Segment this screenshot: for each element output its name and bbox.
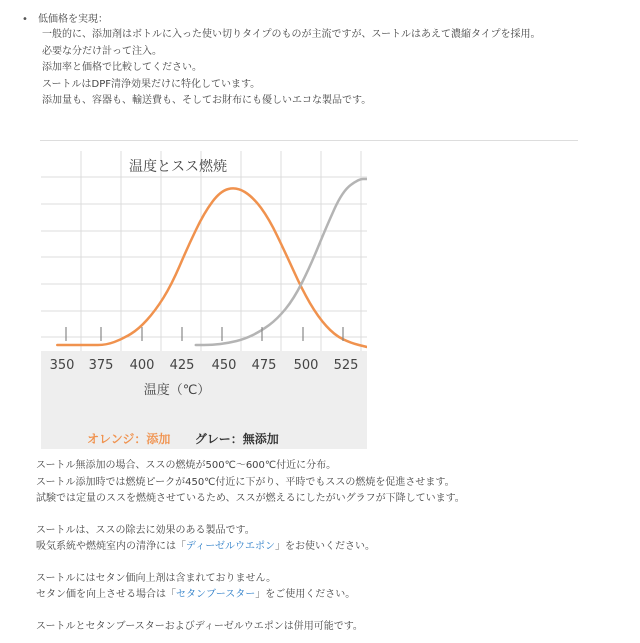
x-tick-label: 425 [169,358,195,373]
x-tick-label: 350 [49,358,75,373]
intro-line: 添加量も、容器も、輸送費も、そしてお財布にも優しいエコな製品です。 [42,95,372,106]
body-text [36,458,626,635]
chart-title: 温度とスス燃焼 [129,159,227,175]
body-line: スートルとセタンブースターおよびディーゼルウエポンは併用可能です。 [36,620,363,632]
intro-line: スートルはDPF清浄効果だけに特化しています。 [42,78,261,90]
legend-gray-label: グレー：無添加 [194,432,279,446]
body-line: 試験では定量のススを燃焼させているため、ススが燃えるにしたがいグラフが下降しています。 [36,493,465,504]
intro-section [22,10,622,110]
x-tick-label: 400 [129,358,155,373]
intro-line: 必要な分だけ計って注入。 [42,45,162,57]
intro-line: 一般的に、添加剤はボトルに入った使い切りタイプのものが主流ですが、スートルはあえて濃縮タイプを採用。 [42,29,541,40]
body-line: スートルにはセタン価向上剤は含まれておりません。 [36,572,277,584]
intro-lines [42,27,622,110]
body-line [36,539,626,556]
body-text-fragment: 吸気系統や燃焼室内の清浄には「 [36,541,186,552]
chart-canvas [41,151,367,449]
body-text-fragment: 」をご使用ください。 [255,589,356,600]
x-tick-label: 475 [251,358,277,373]
bullet-icon: • [22,14,28,25]
intro-heading: 低価格を実現： [38,14,108,25]
divider [40,140,578,141]
x-axis-label: 温度（℃） [143,383,211,398]
body-line: スートル添加時では燃焼ピークが450℃付近に下がり、平時でもススの燃焼を促進させます。 [36,476,455,488]
body-line: スートル無添加の場合、ススの燃焼が500℃～600℃付近に分布。 [36,460,337,471]
chart-legend [87,430,279,447]
plot-background [41,151,367,351]
x-tick-label: 525 [333,358,359,373]
intro-bullet [22,10,622,27]
diesel-weapon-link[interactable]: ディーゼルウエポン [186,541,275,552]
body-text-fragment: セタン価を向上させる場合は「 [36,589,176,600]
body-line [36,587,626,604]
cetane-booster-link[interactable]: セタンブースター [176,589,256,600]
x-tick-label: 375 [88,358,114,373]
body-text-fragment: 」をお使いください。 [275,541,375,552]
intro-line: 添加率と価格で比較してください。 [42,62,202,73]
x-tick-label: 450 [211,358,237,373]
temperature-chart [41,151,367,449]
body-line: スートルは、ススの除去に効果のある製品です。 [36,524,255,536]
x-tick-label: 500 [293,358,319,373]
legend-orange-label: オレンジ：添加 [87,432,171,446]
